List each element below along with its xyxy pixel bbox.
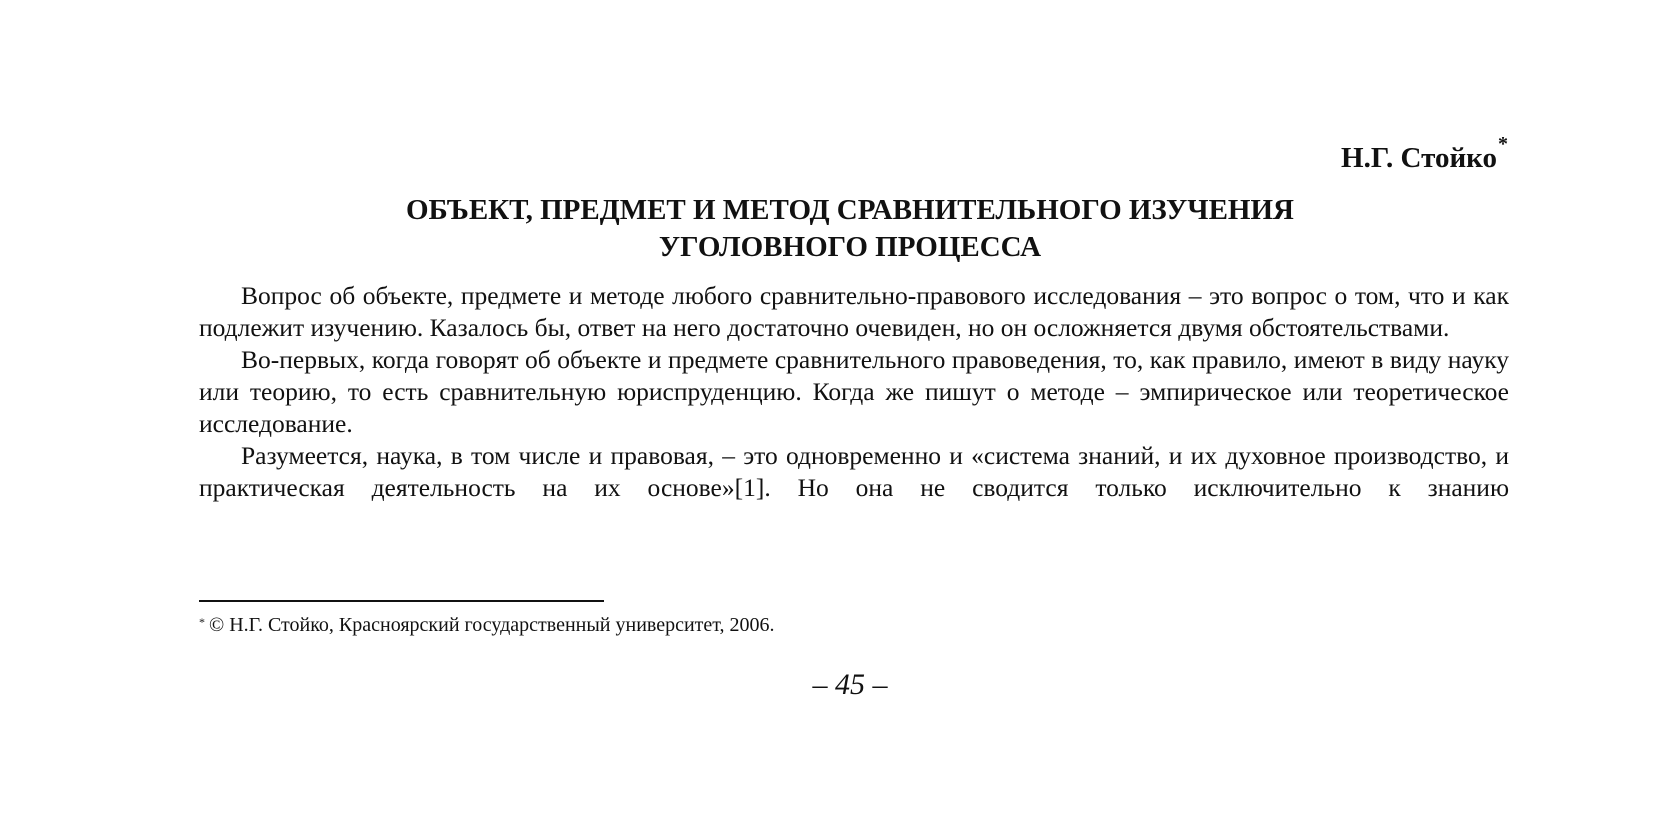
title-line-2: УГОЛОВНОГО ПРОЦЕССА [658,231,1042,263]
author-name: Н.Г. Стойко [1341,142,1497,174]
title-line-1: ОБЪЕКТ, ПРЕДМЕТ И МЕТОД СРАВНИТЕЛЬНОГО ИЗУЧЕНИЯ [406,194,1294,226]
paragraph-3: Разумеется, наука, в том числе и правовая, – это одновременно и «система знаний, и их духовное производство, и практическая деятельность на их основе»[1]. Но она не сводится только исключительно к знанию [199,441,1509,502]
footnote-marker: * [199,615,205,629]
author-heading [1100,133,1508,176]
paragraph-2: Во-первых, когда говорят об объекте и предмете сравнительного правоведения, то, как правило, имеют в виду науку или теорию, то есть сравнительную юриспруденцию. Когда же пишут о методе – эмпирическое или теоретическое исследование. [199,345,1509,438]
article-title [160,192,1540,266]
footnote-text: © Н.Г. Стойко, Красноярский государственный университет, 2006. [209,614,775,636]
footnote-divider [199,600,604,602]
author-footnote-marker: * [1498,133,1508,155]
paragraph-1: Вопрос об объекте, предмете и методе любого сравнительно-правового исследования – это вопрос о том, что и как подлежит изучению. Казалось бы, ответ на него достаточно очевиден, но он осложняется двумя обстоятельствами. [199,281,1509,342]
page-number: – 45 – [812,668,888,701]
body-text [199,280,1509,504]
footnote [199,612,1499,638]
